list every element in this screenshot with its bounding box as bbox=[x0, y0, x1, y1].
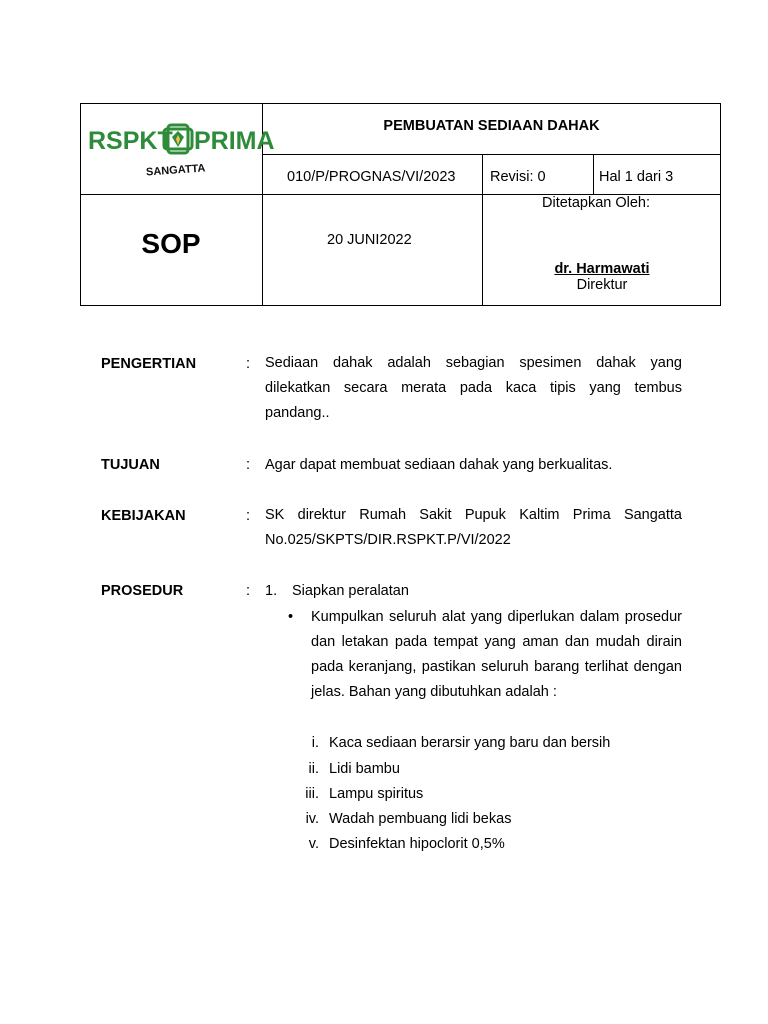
bullet-text: Kumpulkan seluruh alat yang diperlukan dalam prosedur dan letakan pada tempat yang aman dan mudah dirain pada keranjang, pastikan seluruh barang terlihat dengan jelas. Bahan yang dibutuhkan adalah : bbox=[311, 609, 682, 700]
prosedur-label: PROSEDUR bbox=[101, 583, 184, 599]
page-number: Hal 1 dari 3 bbox=[599, 169, 674, 185]
list-item: Desinfektan hipoclorit 0,5% bbox=[329, 836, 505, 852]
logo-subtext: SANGATTA bbox=[145, 162, 206, 179]
list-item-number: iv. bbox=[305, 811, 319, 827]
document-title: PEMBUATAN SEDIAAN DAHAK bbox=[383, 118, 600, 134]
pengertian-colon: : bbox=[246, 356, 251, 372]
hospital-logo bbox=[88, 117, 275, 181]
bullet-icon: • bbox=[288, 609, 294, 625]
prosedur-colon: : bbox=[246, 583, 251, 599]
list-item-number: i. bbox=[311, 735, 319, 751]
list-item-number: ii. bbox=[308, 761, 319, 777]
kebijakan-colon: : bbox=[246, 508, 251, 524]
list-item: Lampu spiritus bbox=[329, 786, 424, 802]
issue-date: 20 JUNI2022 bbox=[327, 232, 412, 248]
list-item-number: v. bbox=[308, 836, 319, 852]
list-item: Wadah pembuang lidi bekas bbox=[329, 811, 512, 827]
signatory-name: dr. Harmawati bbox=[554, 261, 650, 277]
pengertian-text: Sediaan dahak adalah sebagian spesimen dahak yang dilekatkan secara merata pada kaca tipis yang tembus pandang.. bbox=[265, 355, 682, 421]
kebijakan-text: SK direktur Rumah Sakit Pupuk Kaltim Prima Sangatta No.025/SKPTS/DIR.RSPKT.P/VI/2022 bbox=[265, 507, 682, 548]
tujuan-colon: : bbox=[246, 457, 251, 473]
set-by-label: Ditetapkan Oleh: bbox=[542, 195, 651, 211]
medical-cross-icon bbox=[164, 125, 192, 153]
signatory-title: Direktur bbox=[576, 277, 628, 293]
kebijakan-label: KEBIJAKAN bbox=[101, 508, 186, 524]
step-1-number: 1. bbox=[265, 583, 278, 599]
document-number: 010/P/PROGNAS/VI/2023 bbox=[287, 169, 456, 185]
list-item: Kaca sediaan berarsir yang baru dan bersih bbox=[329, 735, 611, 751]
revision-number: Revisi: 0 bbox=[490, 169, 546, 185]
pengertian-label: PENGERTIAN bbox=[101, 356, 197, 372]
logo-text-right: PRIMA bbox=[194, 127, 275, 155]
logo-text-left: RSPKT bbox=[88, 127, 173, 155]
step-1-title: Siapkan peralatan bbox=[292, 583, 409, 599]
sop-label: SOP bbox=[141, 228, 201, 259]
list-item-number: iii. bbox=[305, 786, 319, 802]
tujuan-label: TUJUAN bbox=[101, 457, 160, 473]
list-item: Lidi bambu bbox=[329, 761, 400, 777]
tujuan-text: Agar dapat membuat sediaan dahak yang berkualitas. bbox=[265, 457, 613, 473]
